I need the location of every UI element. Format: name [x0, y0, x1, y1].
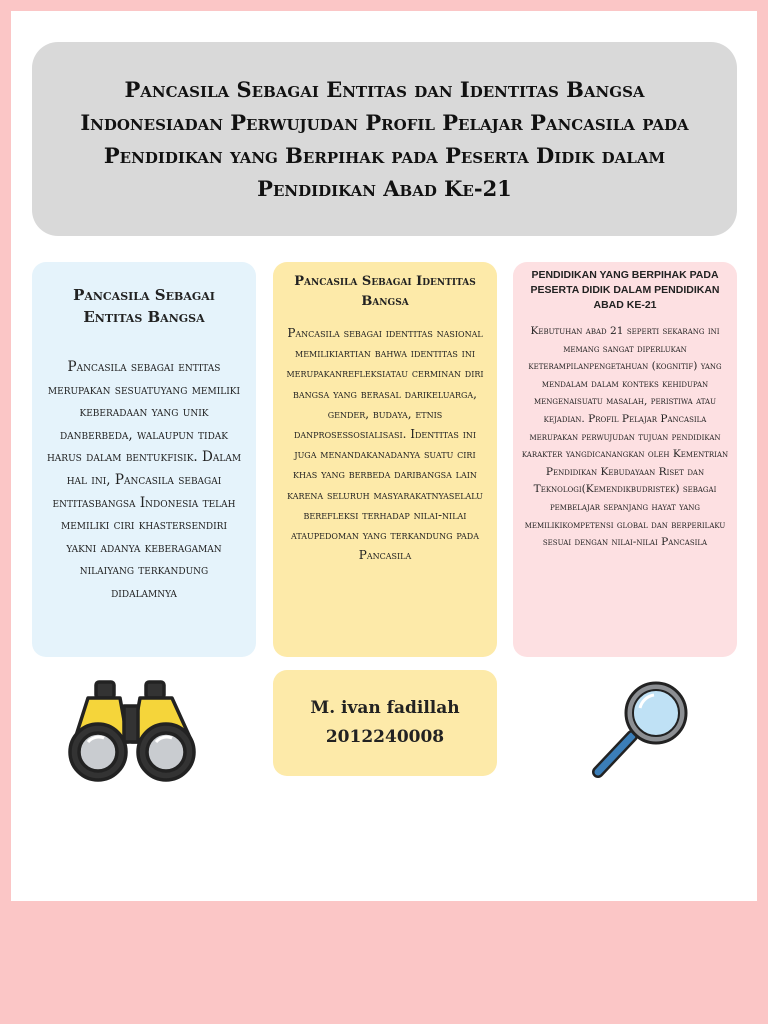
card-pendidikan [513, 262, 737, 657]
card-pendidikan-body: Kebutuhan abad 21 seperti sekarang ini memang sangat diperlukan keterampilanpengetahuan (kognitif) yang mendalam dalam konteks kehidupan mengenaisuatu masalah, peristiwa atau kejadian. Profil Pelajar Pancasila merupakan perwujudan tujuan pendidikan karakter yangdicanangkan oleh Kementrian Pendidikan Kebudayaan Riset dan Teknologi(Kemendikbudristek) sebagai pembelajar sepanjang hayat yang memilikikompetensi global dan berperilaku sesuai dengan nilai-nilai Pancasila [521, 325, 729, 549]
magnifying-glass-icon [588, 680, 694, 780]
author-id: 2012240008 [325, 727, 445, 747]
card-identitas-heading: Pancasila Sebagai Identitas Bangsa [294, 274, 476, 309]
card-identitas [273, 262, 497, 657]
binoculars-icon [66, 680, 200, 782]
poster-title: Pancasila Sebagai Entitas dan Identitas Bangsa Indonesiadan Perwujudan Profil Pelajar Pancasila pada Pendidikan yang Berpihak pada Peserta Didik dalam Pendidikan Abad Ke-21 [80, 77, 689, 201]
author-box [273, 670, 497, 776]
card-pendidikan-heading: PENDIDIKAN YANG BERPIHAK PADA PESERTA DIDIK DALAM PENDIDIKAN ABAD KE-21 [530, 269, 720, 311]
title-box [32, 42, 737, 236]
card-entitas [32, 262, 256, 657]
author-name: M. ivan fadillah [310, 698, 460, 718]
card-identitas-body: Pancasila sebagai identitas nasional memilikiartian bahwa identitas ini merupakanrefleksiatau cerminan diri bangsa yang berasal darikeluarga, gender, budaya, etnis danprosessosialisasi. Identitas ini juga menandakanadanya suatu ciri khas yang berbeda daribangsa lain karena seluruh masyarakatnyaselalu berefleksi terhadap nilai-nilai ataupedoman yang terkandung pada Pancasila [286, 326, 484, 563]
card-entitas-body: Pancasila sebagai entitas merupakan sesuatuyang memiliki keberadaan yang unik danberbeda, walaupun tidak harus dalam bentukfisik. Dalam hal ini, Pancasila sebagai entitasbangsa Indonesia telah memiliki ciri khastersendiri yakni adanya keberagaman nilaiyang terkandung didalamnya [46, 359, 242, 601]
card-entitas-heading: Pancasila Sebagai Entitas Bangsa [73, 286, 215, 326]
